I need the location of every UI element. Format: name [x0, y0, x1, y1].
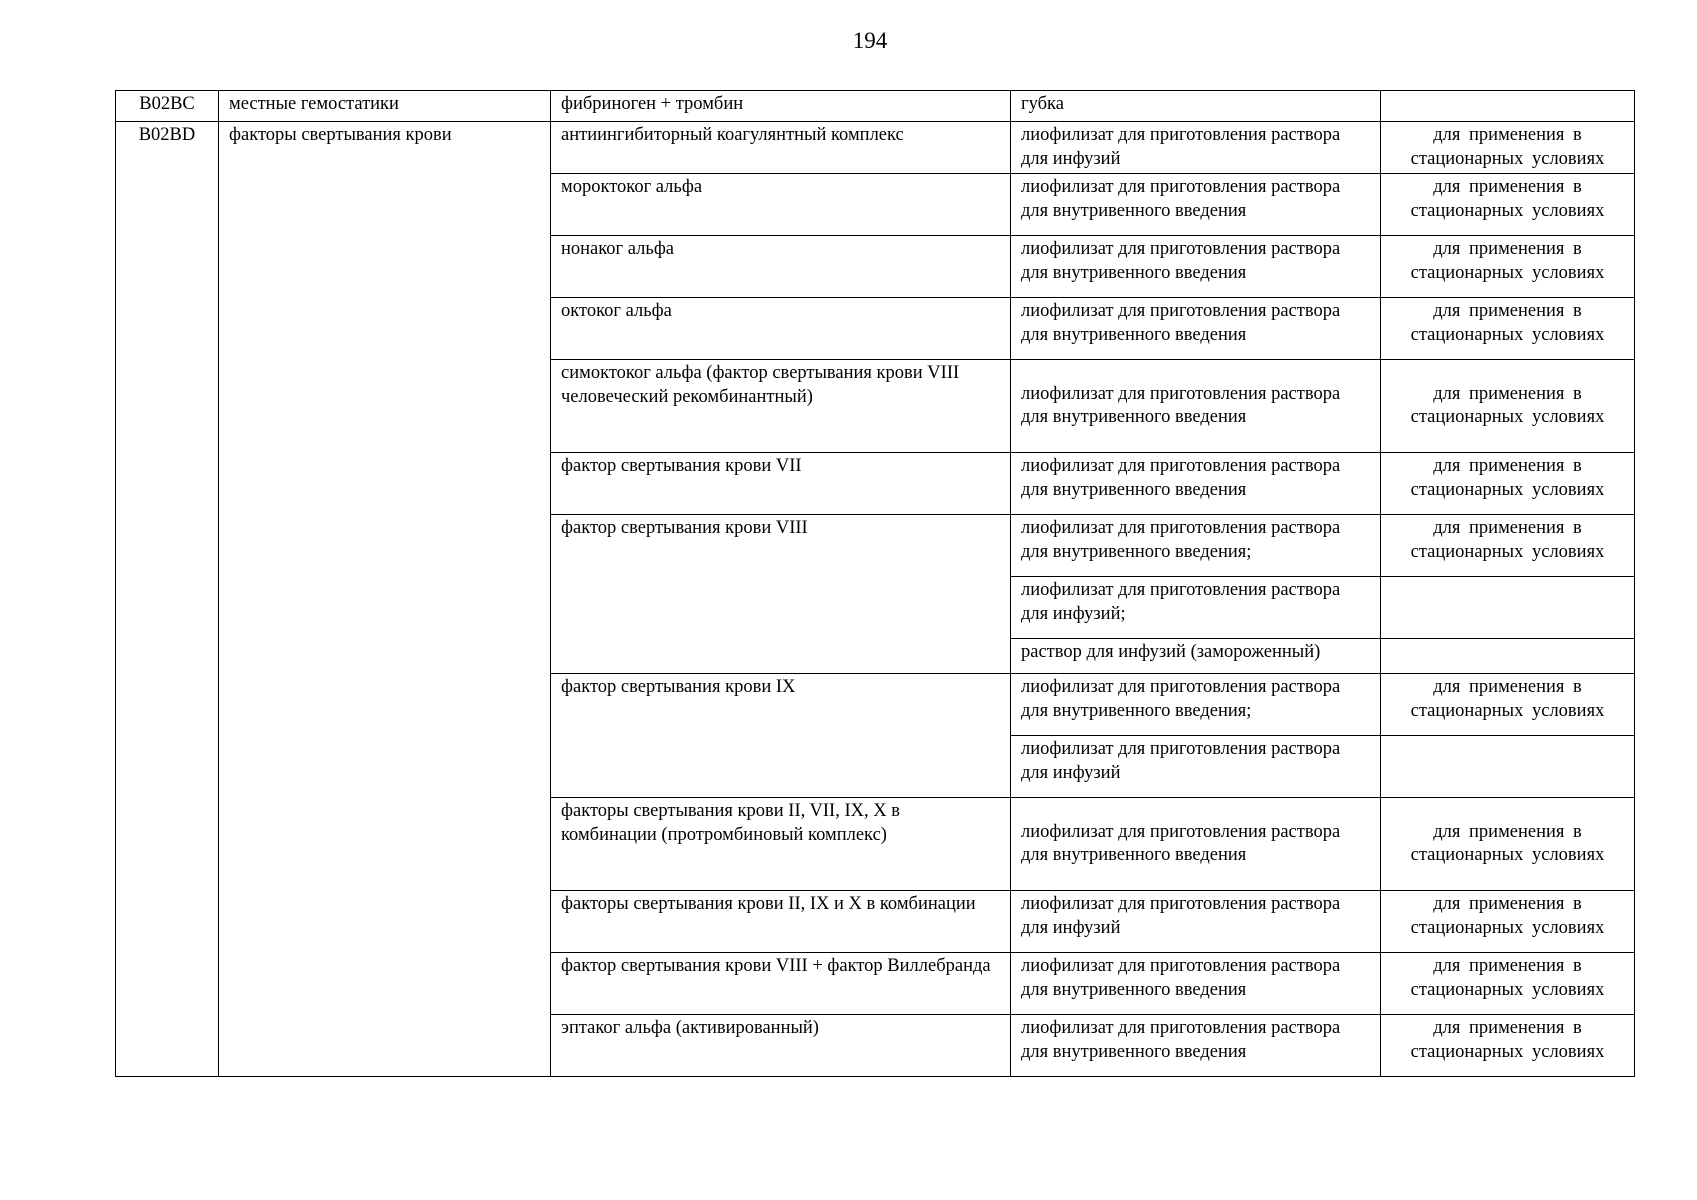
- usage-note: для применения в стационарных условиях: [1381, 453, 1635, 515]
- usage-note: [1381, 91, 1635, 122]
- dosage-form: лиофилизат для приготовления раствора для внутривенного введения: [1011, 953, 1381, 1015]
- dosage-form: лиофилизат для приготовления раствора для внутривенного введения: [1011, 298, 1381, 360]
- substance-name: факторы свертывания крови II, VII, IX, X в комбинации (протромбиновый комплекс): [551, 798, 1011, 891]
- usage-note: [1381, 736, 1635, 798]
- usage-note: для применения в стационарных условиях: [1381, 674, 1635, 736]
- dosage-form: лиофилизат для приготовления раствора для внутривенного введения: [1011, 798, 1381, 891]
- usage-note: для применения в стационарных условиях: [1381, 891, 1635, 953]
- atc-code: B02BD: [116, 122, 219, 1077]
- atc-code: B02BC: [116, 91, 219, 122]
- dosage-form: лиофилизат для приготовления раствора для инфузий;: [1011, 577, 1381, 639]
- substance-name: фибриноген + тромбин: [551, 91, 1011, 122]
- substance-name: фактор свертывания крови VIII + фактор Виллебранда: [551, 953, 1011, 1015]
- substance-name: фактор свертывания крови VIII: [551, 515, 1011, 674]
- group-name: местные гемостатики: [219, 91, 551, 122]
- dosage-form: лиофилизат для приготовления раствора для внутривенного введения: [1011, 453, 1381, 515]
- dosage-form: лиофилизат для приготовления раствора для инфузий: [1011, 122, 1381, 174]
- usage-note: для применения в стационарных условиях: [1381, 798, 1635, 891]
- dosage-form: лиофилизат для приготовления раствора для инфузий: [1011, 891, 1381, 953]
- dosage-form: лиофилизат для приготовления раствора для внутривенного введения: [1011, 1015, 1381, 1077]
- substance-name: эптаког альфа (активированный): [551, 1015, 1011, 1077]
- dosage-form: лиофилизат для приготовления раствора для инфузий: [1011, 736, 1381, 798]
- table-row: [116, 91, 1635, 122]
- usage-note: для применения в стационарных условиях: [1381, 236, 1635, 298]
- group-name: факторы свертывания крови: [219, 122, 551, 1077]
- dosage-form: лиофилизат для приготовления раствора для внутривенного введения: [1011, 360, 1381, 453]
- usage-note: для применения в стационарных условиях: [1381, 122, 1635, 174]
- usage-note: для применения в стационарных условиях: [1381, 515, 1635, 577]
- usage-note: [1381, 639, 1635, 674]
- dosage-form: лиофилизат для приготовления раствора для внутривенного введения;: [1011, 515, 1381, 577]
- substance-name: фактор свертывания крови IX: [551, 674, 1011, 798]
- page-number: 194: [852, 28, 888, 53]
- substance-name: антиингибиторный коагулянтный комплекс: [551, 122, 1011, 174]
- substance-name: октоког альфа: [551, 298, 1011, 360]
- substance-name: факторы свертывания крови II, IX и X в комбинации: [551, 891, 1011, 953]
- medicines-table: [115, 90, 1635, 1077]
- dosage-form: лиофилизат для приготовления раствора для внутривенного введения;: [1011, 674, 1381, 736]
- substance-name: фактор свертывания крови VII: [551, 453, 1011, 515]
- dosage-form: лиофилизат для приготовления раствора для внутривенного введения: [1011, 236, 1381, 298]
- dosage-form: раствор для инфузий (замороженный): [1011, 639, 1381, 674]
- usage-note: [1381, 577, 1635, 639]
- dosage-form: лиофилизат для приготовления раствора для внутривенного введения: [1011, 174, 1381, 236]
- dosage-form: губка: [1011, 91, 1381, 122]
- usage-note: для применения в стационарных условиях: [1381, 360, 1635, 453]
- usage-note: для применения в стационарных условиях: [1381, 1015, 1635, 1077]
- table-row: [116, 122, 1635, 174]
- usage-note: для применения в стационарных условиях: [1381, 298, 1635, 360]
- usage-note: для применения в стационарных условиях: [1381, 953, 1635, 1015]
- substance-name: нонаког альфа: [551, 236, 1011, 298]
- substance-name: симоктоког альфа (фактор свертывания крови VIII человеческий рекомбинантный): [551, 360, 1011, 453]
- substance-name: мороктоког альфа: [551, 174, 1011, 236]
- usage-note: для применения в стационарных условиях: [1381, 174, 1635, 236]
